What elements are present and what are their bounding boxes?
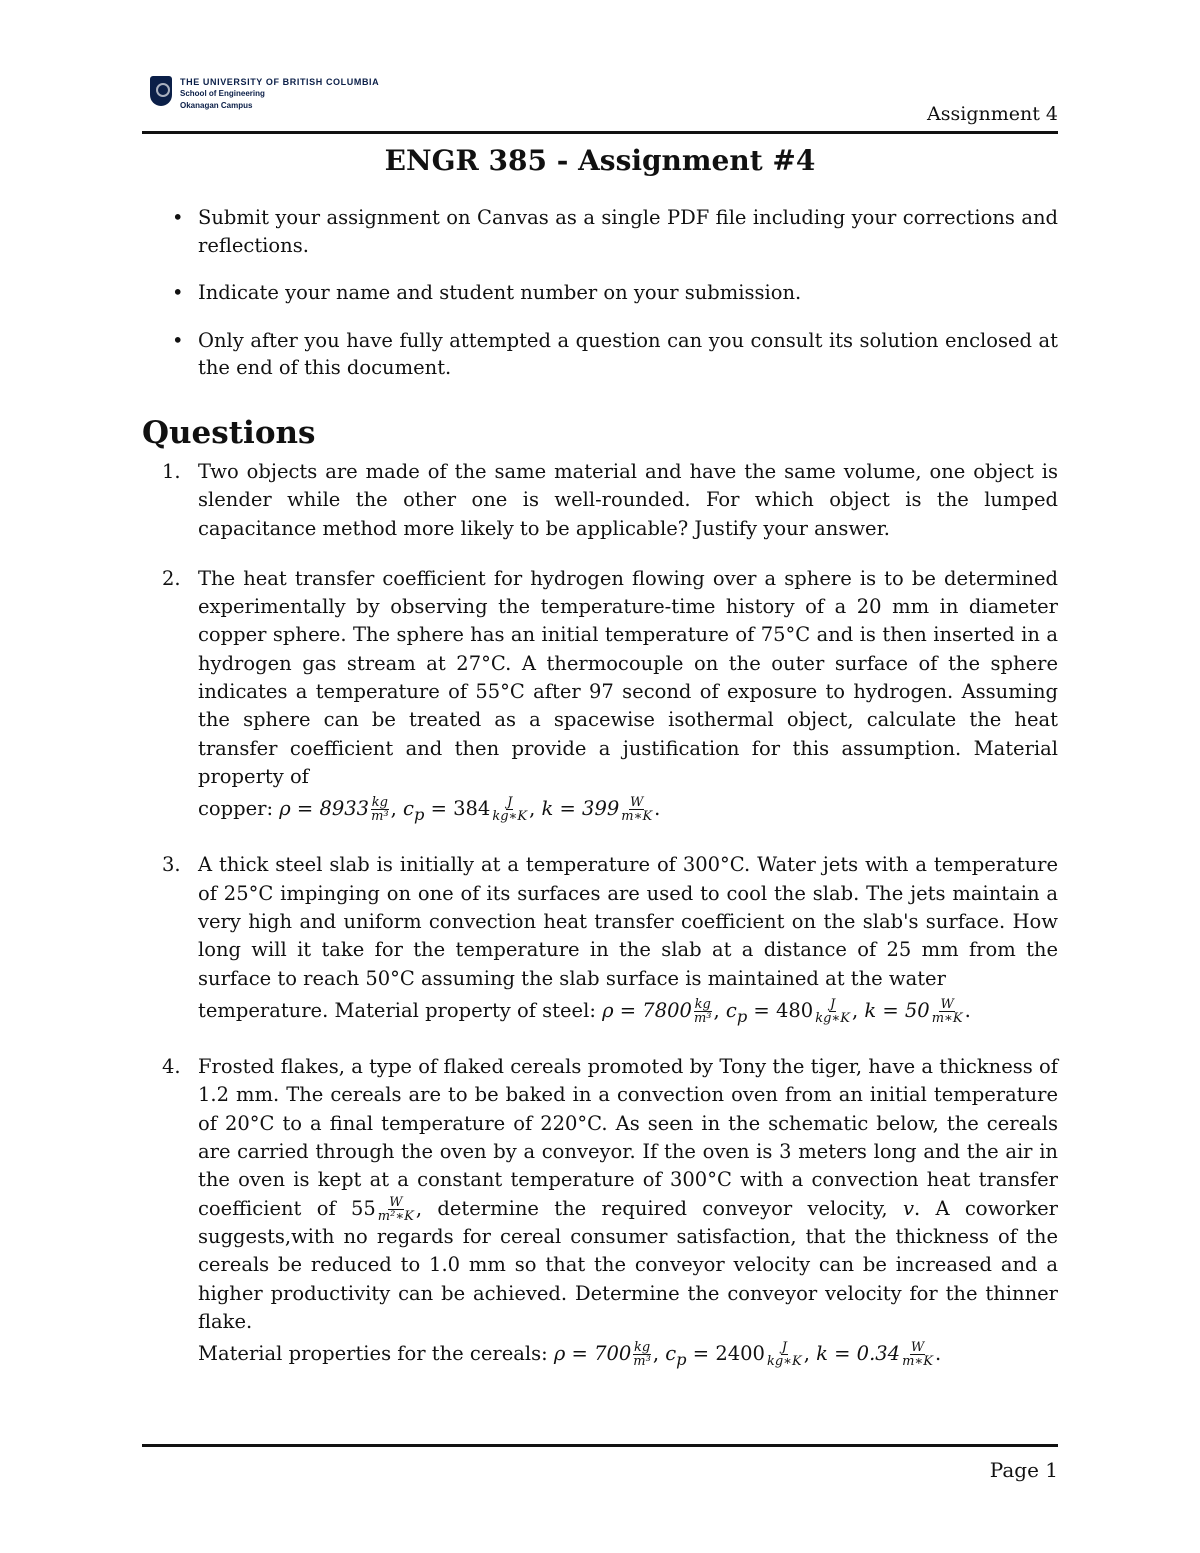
question-text: A thick steel slab is initially at a temperature of 300°C. Water jets with a temperature of 25°C impinging on one of its surfaces are used to cool the slab. The jets maintain a very high and uniform convection heat transfer coefficient on the slab's surface. How long will it take for the temperature in the slab at a distance of 25 mm from the surface to reach 50°C assuming the slab surface is maintained at the water: [198, 853, 1058, 990]
instruction-item: • Submit your assignment on Canvas as a single PDF file including your corrections and reflections.: [162, 204, 1058, 259]
question-text: Two objects are made of the same material and have the same volume, one object is slender while the other one is well-rounded. For which object is the lumped capacitance method more likely to be applicable? Justify your answer.: [198, 460, 1058, 540]
question-list: [162, 458, 1058, 1396]
unit-fraction: $\frac{W}{\text{m²∗K}}$: [377, 1194, 414, 1224]
question-item: [162, 565, 1058, 830]
instruction-list: [162, 204, 1058, 402]
unit-fraction: $\frac{W}{m∗K}$: [621, 795, 653, 825]
unit-fraction: $\frac{J}{kg∗K}$: [492, 795, 528, 825]
unit-fraction: $\frac{J}{kg∗K}$: [766, 1340, 802, 1370]
footer-rule: [142, 1444, 1058, 1447]
page-title: ENGR 385 - Assignment #4: [384, 144, 816, 177]
question-number: 1.: [162, 460, 181, 483]
unit-fraction: $\frac{kg}{\text{m³}}$: [693, 996, 712, 1026]
instruction-item: • Only after you have fully attempted a question can you consult its solution enclosed at the end of this document.: [162, 327, 1058, 382]
university-logo: [150, 76, 379, 132]
instruction-item: • Indicate your name and student number on your submission.: [162, 279, 1058, 307]
question-text: Frosted flakes, a type of flaked cereals promoted by Tony the tiger, have a thickness of 1.2 mm. The cereals are to be baked in a convection oven from an initial temperature of 20°C to a final temperature of 220°C. As seen in the schematic below, the cereals are carried through the oven by a conveyor. If the oven is 3 meters long and the air in the oven is kept at a constant temperature of 300°C with a convection heat transfer coefficient of 55: [198, 1055, 1058, 1220]
section-heading: Questions: [142, 415, 316, 451]
unit-fraction: $\frac{W}{m∗K}$: [902, 1340, 933, 1370]
crest-icon: [150, 76, 172, 106]
question-text: The heat transfer coefficient for hydrogen flowing over a sphere is to be determined experimentally by observing the temperature-time history of a 20 mm in diameter copper sphere. The sphere has an initial temperature of 75°C and is then inserted in a hydrogen gas stream at 27°C. A thermocouple on the outer surface of the sphere indicates a temperature of 55°C after 97 second of exposure to hydrogen. Assuming the sphere can be treated as a spacewise isothermal object, calculate the heat transfer coefficient and then provide a justification for this assumption. Material property of: [198, 566, 1058, 788]
question-item: [162, 851, 1058, 1031]
material-properties: temperature. Material property of steel: ρ = 7800 $\frac{kg}{\text{m³}}$ , $c_p = 480$ $\frac{J}{kg∗K}$ , k = 50 $\frac{W}{m∗K}$ .: [198, 996, 971, 1026]
material-properties: Material properties for the cereals: ρ = 700 $\frac{kg}{\text{m³}}$ , $c_p = 2400$ $\frac{J}{kg∗K}$ , k = 0.34 $\frac{W}{m∗K}$ .: [198, 1340, 942, 1370]
logo-line-2: School of Engineering: [180, 89, 265, 98]
question-item: 4. Frosted flakes, a type of flaked cereals promoted by Tony the tiger, have a thickness of 1.2 mm. The cereals are to be baked in a convection oven from an initial temperature of 20°C to a final temperature of 220°C. As seen in the schematic below, the cereals are carried through the oven by a conveyor. If the oven is 3 meters long and the air in the oven is kept at a constant temperature of 300°C with a convection heat transfer coefficient of 55 $\frac{W}{\text{m²∗K}}$ , determine the required conveyor velocity, v. A coworker suggests,with no regards for cereal consumer satisfaction, that the thickness of the cereals be reduced to 1.0 mm so that the conveyor velocity can be increased and a higher productivity can be achieved. Determine the conveyor velocity for the thinner flake. Material properties for the cereals: ρ = 700 $\frac{kg}{\text{m³}}$ , $c_p = 2400$ $\frac{J}{kg∗K}$ , k = 0.34 $\frac{W}{m∗K}$ .: [162, 1053, 1058, 1374]
unit-fraction: $\frac{W}{m∗K}$: [931, 996, 963, 1026]
question-item: [162, 458, 1058, 543]
question-number: 4.: [162, 1055, 181, 1079]
logo-line-3: Okanagan Campus: [180, 101, 253, 110]
unit-fraction: $\frac{J}{kg∗K}$: [815, 996, 850, 1026]
unit-fraction: $\frac{kg}{\text{m³}}$: [633, 1340, 651, 1370]
header-rule: [142, 131, 1058, 134]
page-number: Page 1: [989, 1458, 1058, 1482]
logo-line-1: THE UNIVERSITY OF BRITISH COLUMBIA: [180, 77, 380, 87]
unit-fraction: $\frac{kg}{\text{m³}}$: [371, 795, 389, 825]
material-properties: copper: ρ = 8933 $\frac{kg}{\text{m³}}$ , $c_p = 384$ $\frac{J}{kg∗K}$ , k = 399 $\frac{W}{m∗K}$ .: [198, 795, 661, 825]
header-assignment-label: Assignment 4: [927, 103, 1058, 125]
question-number: 3.: [162, 853, 181, 877]
question-number: 2.: [162, 566, 181, 590]
